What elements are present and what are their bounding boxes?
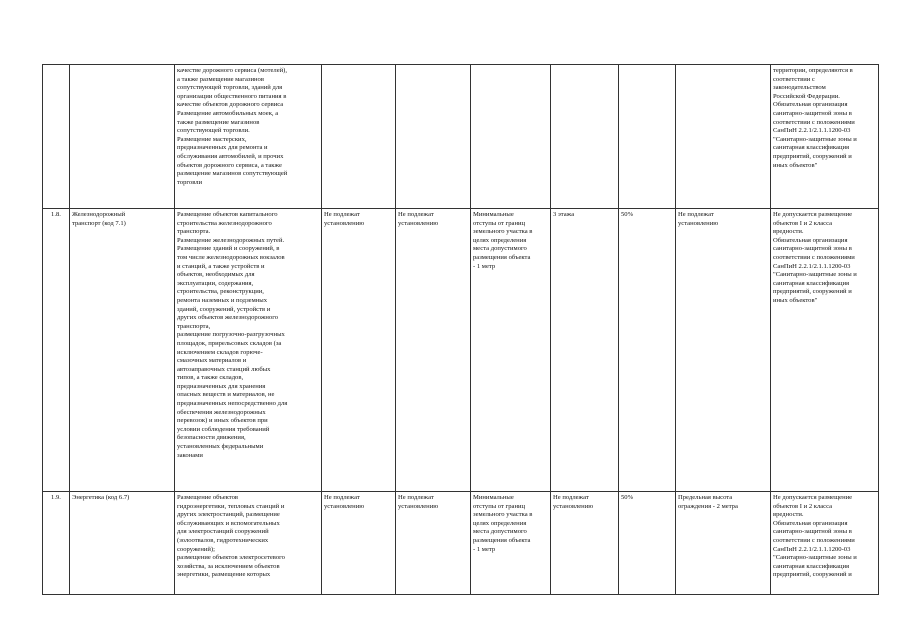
- cell-text-line: также размещение магазинов: [177, 118, 260, 126]
- land-use-description: [175, 209, 322, 492]
- cell-text-line: отступы от границ: [473, 219, 526, 227]
- cell-text-line: торговли: [177, 178, 203, 186]
- cell-text-line: установлению: [553, 502, 594, 510]
- cell-text-line: целях определения: [473, 236, 527, 244]
- cell-text-line: Размещение объектов капитального: [177, 211, 278, 218]
- cell-text-line: и станций, а также устройств и: [177, 262, 265, 270]
- cell-text-line: "Санитарно-защитные зоны и: [773, 554, 857, 562]
- cell-text-line: типов, а также складов,: [177, 374, 244, 382]
- cell-text-line: Не допускается размещение: [773, 211, 853, 218]
- cell-text-line: обслуживания автомобилей, и прочих: [177, 152, 284, 160]
- cell-text-line: установленных федеральными: [177, 443, 264, 451]
- cell-text-line: объектов I и 2 класса: [773, 219, 833, 227]
- max-plot-size: [396, 65, 471, 209]
- table-row: [43, 492, 879, 595]
- cell-text-line: для электростанций сооружений: [177, 528, 269, 536]
- cell-text-line: Не допускается размещение: [773, 494, 853, 501]
- cell-text-line: СанПиН 2.2.1/2.1.1.1200-03: [773, 127, 851, 135]
- cell-text-line: Обязательная организация: [773, 101, 848, 109]
- cell-text-line: размещение объектов электросетевого: [177, 554, 285, 562]
- min-plot-size: [322, 492, 396, 595]
- cell-text-line: перевозок) и иных объектов при: [177, 417, 268, 425]
- cell-text-line: хозяйства, за исключением объектов: [177, 562, 280, 570]
- height-limit: [676, 65, 771, 209]
- cell-text-line: "Санитарно-защитные зоны и: [773, 271, 857, 279]
- cell-text-line: Не подлежат: [324, 494, 360, 501]
- cell-text-line: Размещение зданий и сооружений, в: [177, 245, 280, 253]
- cell-text-line: соответствии с положениями: [773, 253, 855, 261]
- cell-text-line: Минимальные: [473, 211, 514, 218]
- cell-text-line: исключением складов горюче-: [177, 348, 263, 356]
- cell-text-line: ограждения - 2 метра: [678, 502, 738, 510]
- cell-text-line: предприятий, сооружений и: [773, 571, 852, 579]
- cell-text-line: Размещение мастерских,: [177, 135, 247, 143]
- max-plot-size: [396, 209, 471, 492]
- cell-text-line: установлению: [398, 219, 439, 227]
- regulations-table: [42, 64, 879, 595]
- cell-text-line: транспорта,: [177, 322, 211, 330]
- cell-text-line: места допустимого: [473, 528, 527, 536]
- cell-text-line: установлению: [324, 502, 365, 510]
- cell-text-line: предприятий, сооружений и: [773, 152, 852, 160]
- land-use-name: [70, 65, 175, 209]
- cell-text-line: отступы от границ: [473, 502, 526, 510]
- cell-text-line: вредности.: [773, 228, 804, 236]
- cell-text-line: других объектов железнодорожного: [177, 314, 279, 322]
- cell-text-line: организации общественного питания в: [177, 92, 287, 100]
- height-limit: [676, 209, 771, 492]
- row-number: [43, 65, 70, 209]
- cell-text-line: строительства железнодорожного: [177, 219, 272, 227]
- cell-text-line: Не подлежат: [678, 211, 714, 218]
- cell-text-line: территории, определяются в: [773, 67, 853, 74]
- cell-text-line: Не подлежат: [553, 494, 589, 501]
- cell-text-line: (золоотвалов, гидротехнических: [177, 536, 269, 544]
- cell-text-line: законами: [177, 451, 203, 459]
- cell-text-line: Не подлежат: [398, 494, 434, 501]
- cell-text-line: транспорт (код 7.1): [72, 219, 126, 227]
- max-floors: [551, 492, 619, 595]
- cell-text-line: Не подлежат: [398, 211, 434, 218]
- cell-text-line: предназначенных для хранения: [177, 382, 266, 390]
- land-use-name: [70, 492, 175, 595]
- cell-text-line: санитарная классификация: [773, 562, 850, 570]
- restrictions: [771, 492, 879, 595]
- cell-text-line: сооружений);: [177, 545, 215, 553]
- min-setback: [471, 209, 551, 492]
- cell-text-line: 50%: [621, 211, 634, 218]
- cell-text-line: площадок, прирельсовых складов (за: [177, 339, 282, 347]
- min-setback: [471, 492, 551, 595]
- cell-text-line: Размещение железнодорожных путей.: [177, 236, 285, 244]
- max-plot-size: [396, 492, 471, 595]
- cell-text-line: предназначенных для ремонта и: [177, 144, 268, 152]
- min-plot-size: [322, 65, 396, 209]
- cell-text-line: санитарная классификация: [773, 279, 850, 287]
- cell-text-line: объектов, необходимых для: [177, 271, 255, 279]
- cell-text-line: соответствии с: [773, 75, 815, 83]
- cell-text-line: Не подлежат: [324, 211, 360, 218]
- cell-text-line: 3 этажа: [553, 211, 575, 218]
- cell-text-line: энергетики, размещение которых: [177, 571, 271, 579]
- row-number: 1.8.: [43, 209, 70, 492]
- max-floors: [551, 209, 619, 492]
- land-use-description: [175, 492, 322, 595]
- cell-text-line: опасных веществ и материалов, не: [177, 391, 275, 399]
- table-row: [43, 209, 879, 492]
- cell-text-line: сопутствующей торговли, зданий для: [177, 84, 283, 92]
- cell-text-line: Российской Федерации.: [773, 92, 840, 100]
- cell-text-line: других электростанций, размещение: [177, 511, 280, 519]
- cell-text-line: безопасности движения,: [177, 434, 246, 442]
- land-use-name: [70, 209, 175, 492]
- cell-text-line: Железнодорожный: [72, 211, 126, 218]
- cell-text-line: целях определения: [473, 519, 527, 527]
- cell-text-line: - 1 метр: [473, 262, 496, 270]
- cell-text-line: установлению: [324, 219, 365, 227]
- cell-text-line: качестве объектов дорожного сервиса: [177, 101, 284, 109]
- cell-text-line: Размещение объектов: [177, 494, 238, 501]
- cell-text-line: Обязательная организация: [773, 236, 848, 244]
- cell-text-line: эксплуатации, содержания,: [177, 279, 254, 287]
- restrictions: [771, 65, 879, 209]
- cell-text-line: санитарно-защитной зоны в: [773, 528, 852, 536]
- min-plot-size: [322, 209, 396, 492]
- cell-text-line: Размещение автомобильных моек, а: [177, 109, 279, 117]
- cell-text-line: соответствии с положениями: [773, 118, 855, 126]
- min-setback: [471, 65, 551, 209]
- cell-text-line: смазочных материалов и: [177, 357, 247, 365]
- cell-text-line: размещение погрузочно-разгрузочных: [177, 331, 285, 339]
- cell-text-line: "Санитарно-защитные зоны и: [773, 135, 857, 143]
- cell-text-line: соответствии с положениями: [773, 536, 855, 544]
- restrictions: [771, 209, 879, 492]
- max-coverage: [619, 65, 676, 209]
- cell-text-line: установлению: [398, 502, 439, 510]
- cell-text-line: санитарно-защитной зоны в: [773, 245, 852, 253]
- cell-text-line: места допустимого: [473, 245, 527, 253]
- cell-text-line: строительства, реконструкции,: [177, 288, 264, 296]
- cell-text-line: объектов I и 2 класса: [773, 502, 833, 510]
- cell-text-line: размещение магазинов сопутствующей: [177, 170, 288, 178]
- cell-text-line: качестве дорожного сервиса (мотелей),: [177, 67, 288, 74]
- max-coverage: [619, 492, 676, 595]
- cell-text-line: а также размещение магазинов: [177, 75, 264, 83]
- cell-text-line: СанПиН 2.2.1/2.1.1.1200-03: [773, 545, 851, 553]
- cell-text-line: размещения объекта: [473, 253, 531, 261]
- cell-text-line: 50%: [621, 494, 634, 501]
- cell-text-line: предприятий, сооружений и: [773, 288, 852, 296]
- cell-text-line: земельного участка в: [473, 511, 533, 519]
- cell-text-line: Энергетика (код 6.7): [72, 494, 130, 501]
- cell-text-line: том числе железнодорожных вокзалов: [177, 253, 285, 261]
- cell-text-line: иных объектов": [773, 296, 818, 304]
- cell-text-line: транспорта.: [177, 228, 211, 236]
- cell-text-line: санитарно-защитной зоны в: [773, 109, 852, 117]
- table-row: [43, 65, 879, 209]
- cell-text-line: ремонта наземных и подземных: [177, 296, 268, 304]
- cell-text-line: условии соблюдения требований: [177, 425, 270, 433]
- cell-text-line: - 1 метр: [473, 545, 496, 553]
- cell-text-line: обслуживающих и вспомогательных: [177, 519, 280, 527]
- cell-text-line: размещения объекта: [473, 536, 531, 544]
- cell-text-line: предназначенных непосредственно для: [177, 400, 288, 408]
- cell-text-line: вредности.: [773, 511, 804, 519]
- cell-text-line: иных объектов": [773, 161, 818, 169]
- cell-text-line: Минимальные: [473, 494, 514, 501]
- cell-text-line: законодательством: [773, 84, 826, 92]
- max-coverage: [619, 209, 676, 492]
- land-use-description: [175, 65, 322, 209]
- cell-text-line: санитарная классификация: [773, 144, 850, 152]
- cell-text-line: земельного участка в: [473, 228, 533, 236]
- cell-text-line: объектов дорожного сервиса, а также: [177, 161, 282, 169]
- cell-text-line: СанПиН 2.2.1/2.1.1.1200-03: [773, 262, 851, 270]
- cell-text-line: автозаправочных станций любых: [177, 365, 271, 373]
- cell-text-line: зданий, сооружений, устройств и: [177, 305, 271, 313]
- cell-text-line: Обязательная организация: [773, 519, 848, 527]
- max-floors: [551, 65, 619, 209]
- cell-text-line: обеспечения железнодорожных: [177, 408, 266, 416]
- cell-text-line: сопутствующей торговли.: [177, 127, 250, 135]
- cell-text-line: Предельная высота: [678, 494, 733, 501]
- height-limit: [676, 492, 771, 595]
- row-number: 1.9.: [43, 492, 70, 595]
- cell-text-line: установлению: [678, 219, 719, 227]
- cell-text-line: гидроэнергетики, тепловых станций и: [177, 502, 285, 510]
